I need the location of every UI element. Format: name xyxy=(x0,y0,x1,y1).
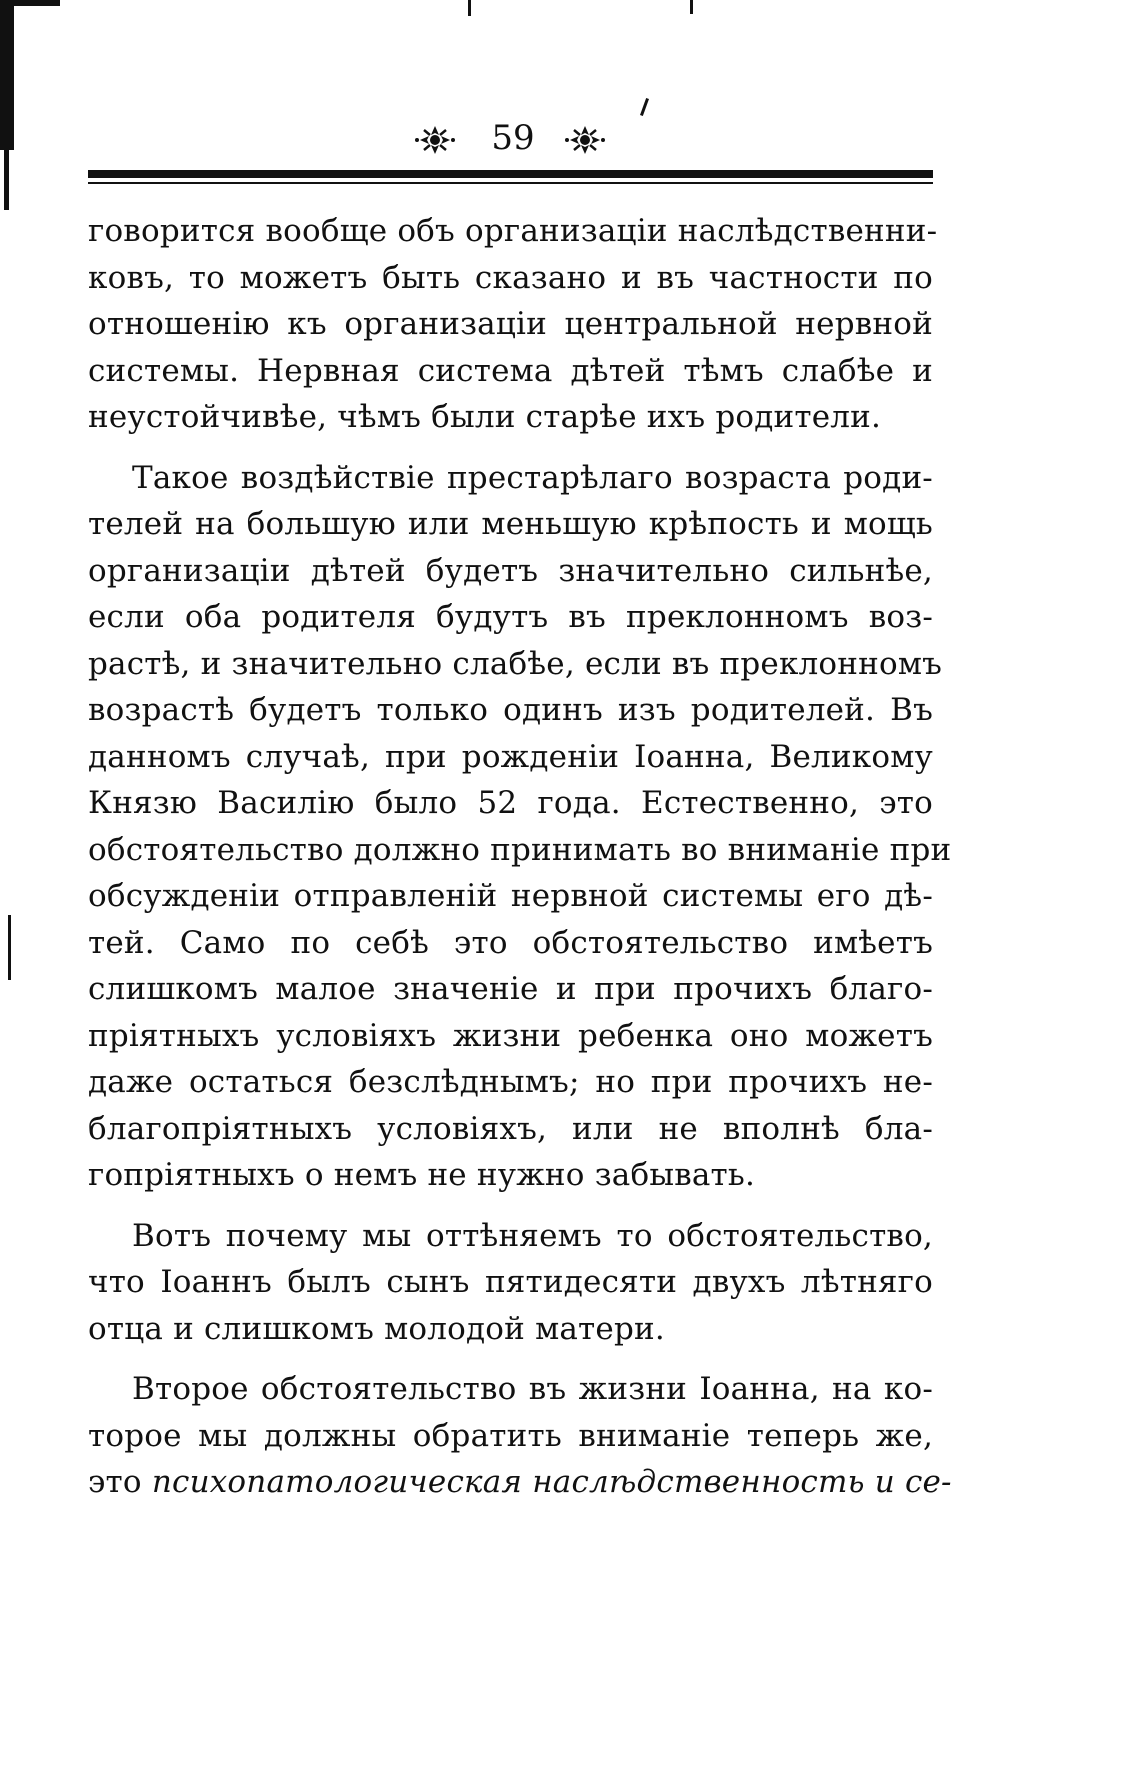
text-line: неустойчивѣе, чѣмъ были старѣе ихъ родители. xyxy=(88,399,882,435)
floral-ornament-icon xyxy=(564,122,606,158)
text-line: системы. Нервная система дѣтей тѣмъ слабѣе и xyxy=(88,352,933,389)
paragraph xyxy=(88,208,938,441)
italic-emphasis: психопатологическая наслѣдственность и се- xyxy=(151,1464,952,1500)
scan-speck xyxy=(690,0,693,14)
text-line: данномъ случаѣ, при рожденiи Iоанна, Великому xyxy=(88,738,933,775)
text-line: тей. Само по себѣ это обстоятельство имѣетъ xyxy=(88,924,933,961)
paragraph xyxy=(88,455,952,1199)
text-line: торое мы должны обратить вниманiе теперь же, xyxy=(88,1417,933,1454)
text-line: отца и слишкомъ молодой матери. xyxy=(88,1310,665,1347)
page-header xyxy=(88,110,933,170)
text-line: прiятныхъ условiяхъ жизни ребенка оно можетъ xyxy=(88,1017,933,1054)
floral-ornament-icon xyxy=(414,122,456,158)
text-line: растѣ, и значительно слабѣе, если въ преклонномъ xyxy=(88,645,943,682)
text-line: возрастѣ будетъ только одинъ изъ родителей. Въ xyxy=(88,692,933,728)
header-rule xyxy=(88,170,933,178)
text-line: организацiи дѣтей будетъ значительно сильнѣе, xyxy=(88,552,933,589)
text-line: даже остаться безслѣднымъ; но при прочихъ не- xyxy=(88,1064,933,1100)
scan-edge-mark xyxy=(8,915,11,980)
text-line xyxy=(88,1459,952,1506)
text-line: телей на большую или меньшую крѣпость и мощь xyxy=(88,506,933,542)
text-line: Князю Василiю было 52 года. Естественно, это xyxy=(88,785,933,821)
page-body xyxy=(88,208,952,1506)
text-line: отношенiю къ организацiи центральной нервной xyxy=(88,306,933,342)
scan-speck xyxy=(468,0,471,16)
text-line: что Iоаннъ былъ сынъ пятидесяти двухъ лѣтняго xyxy=(88,1264,933,1300)
paragraph xyxy=(88,1213,933,1353)
page-number: 59 xyxy=(491,118,535,158)
text-line: если оба родителя будутъ въ преклонномъ воз- xyxy=(88,599,933,635)
text-line-prefix: это xyxy=(88,1464,142,1500)
text-line: гопрiятныхъ о немъ не нужно забывать. xyxy=(88,1157,756,1193)
text-line: обсужденiи отправленiй нервной системы его дѣ- xyxy=(88,878,933,914)
text-line: обстоятельство должно принимать во вниманiе при xyxy=(88,831,952,868)
text-line: Второе обстоятельство въ жизни Iоанна, на ко- xyxy=(132,1371,933,1407)
text-line: Такое воздѣйствiе престарѣлаго возраста роди- xyxy=(132,459,933,496)
text-line: ковъ, то можетъ быть сказано и въ частности по xyxy=(88,259,933,296)
book-page xyxy=(88,110,952,1506)
scan-edge-mark xyxy=(4,150,9,210)
scan-edge-mark xyxy=(0,0,14,150)
text-line: благопрiятныхъ условiяхъ, или не вполнѣ бла- xyxy=(88,1110,933,1147)
text-line: говорится вообще объ организацiи наслѣдственни- xyxy=(88,213,938,249)
text-line: слишкомъ малое значенiе и при прочихъ благо- xyxy=(88,971,933,1007)
scan-edge-mark xyxy=(0,0,60,6)
text-line: Вотъ почему мы оттѣняемъ то обстоятельство, xyxy=(132,1217,933,1254)
paragraph xyxy=(88,1366,952,1506)
